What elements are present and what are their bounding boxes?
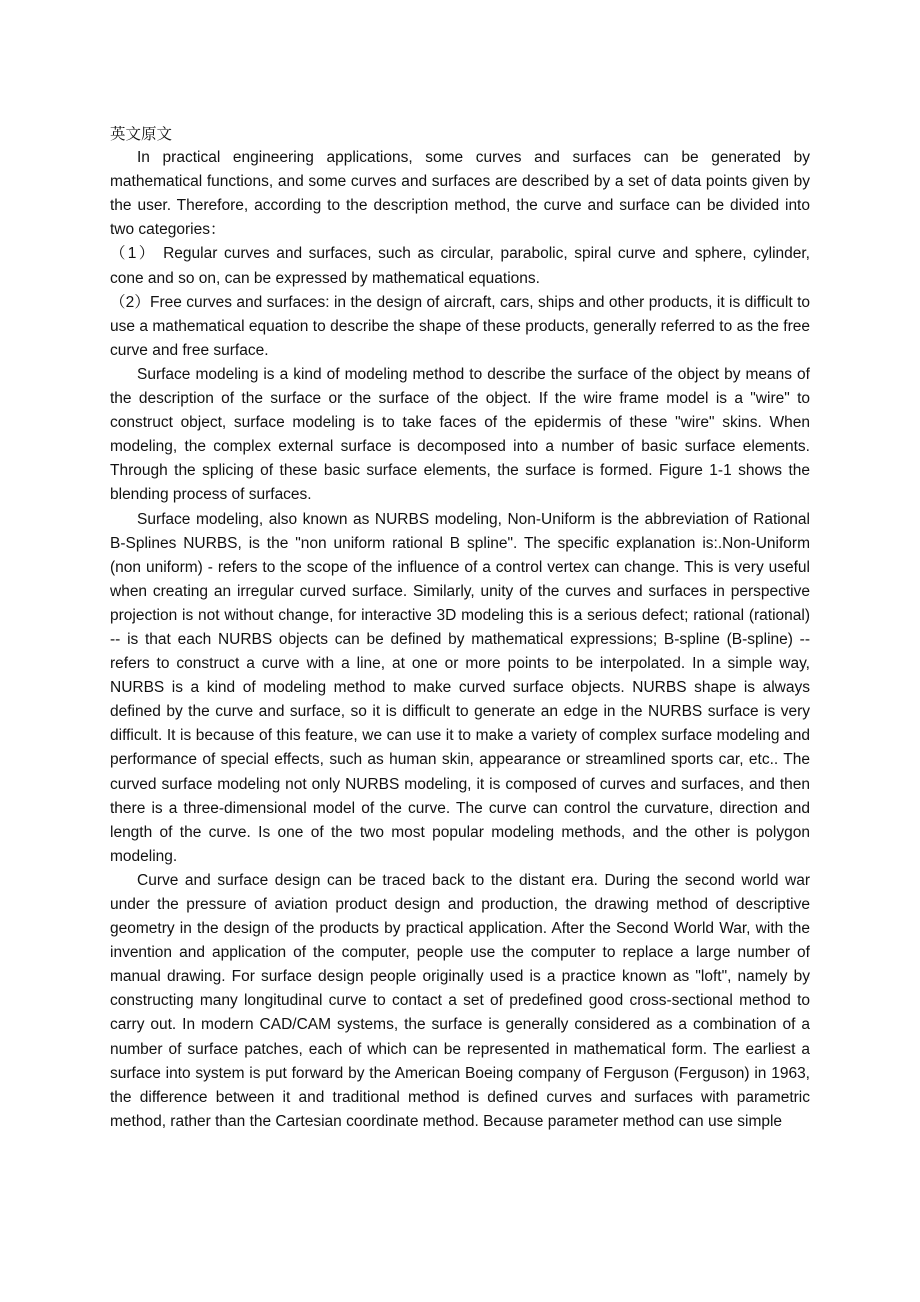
list-item-regular-curves: （1） Regular curves and surfaces, such as circular, parabolic, spiral curve and sphere, cylinder, cone and so on, can be expressed by mathematical equations. bbox=[110, 245, 810, 287]
paragraph-surface-modeling: Surface modeling is a kind of modeling method to describe the surface of the object by means of the description of the surface or the surface of the object. If the wire frame model is a "wire" to construct object, surface modeling is to take faces of the epidermis of these "wire" skins. When modeling, the complex external surface is decomposed into a number of basic surface elements. Through the splicing of these basic surface elements, the surface is formed. Figure 1-1 shows the blending process of surfaces. bbox=[110, 365, 810, 504]
list-item-free-curves: （2）Free curves and surfaces: in the design of aircraft, cars, ships and other products, it is difficult to use a mathematical equation to describe the shape of these products, generally referred to as the free curve and free surface. bbox=[110, 293, 810, 359]
paragraph-intro: In practical engineering applications, some curves and surfaces can be generated by mathematical functions, and some curves and surfaces are described by a set of data points given by the user. Therefore, according to the description method, the curve and surface can be divided into two categories： bbox=[110, 149, 810, 239]
document-body bbox=[110, 122, 810, 1134]
document-heading: 英文原文 bbox=[110, 125, 173, 143]
paragraph-history: Curve and surface design can be traced back to the distant era. During the second world war under the pressure of aviation product design and production, the drawing method of descriptive geometry in the design of the products by practical application. After the Second World War, with the invention and application of the computer, people use the computer to replace a large number of manual drawing. For surface design people originally used is a practice known as "loft", namely by constructing many longitudinal curve to contact a set of predefined good cross-sectional method to carry out. In modern CAD/CAM systems, the surface is generally considered as a combination of a number of surface patches, each of which can be represented in mathematical form. The earliest a surface into system is put forward by the American Boeing company of Ferguson (Ferguson) in 1963, the difference between it and traditional method is defined curves and surfaces with parametric method, rather than the Cartesian coordinate method. Because parameter method can use simple bbox=[110, 871, 810, 1130]
paragraph-nurbs: Surface modeling, also known as NURBS modeling, Non-Uniform is the abbreviation of Rational B-Splines NURBS, is the "non uniform rational B spline". The specific explanation is:.Non-Uniform (non uniform) - refers to the scope of the influence of a control vertex can change. This is very useful when creating an irregular curved surface. Similarly, unity of the curves and surfaces in perspective projection is not without change, for interactive 3D modeling this is a serious defect; rational (rational) -- is that each NURBS objects can be defined by mathematical expressions; B-spline (B-spline) -- refers to construct a curve with a line, at one or more points to be interpolated. In a simple way, NURBS is a kind of modeling method to make curved surface objects. NURBS shape is always defined by the curve and surface, so it is difficult to generate an edge in the NURBS surface is very difficult. It is because of this feature, we can use it to make a variety of complex surface modeling and performance of special effects, such as human skin, appearance or streamlined sports car, etc.. The curved surface modeling not only NURBS modeling, it is composed of curves and surfaces, and then there is a three-dimensional model of the curve. The curve can control the curvature, direction and length of the curve. Is one of the two most popular modeling methods, and the other is polygon modeling. bbox=[110, 510, 810, 865]
